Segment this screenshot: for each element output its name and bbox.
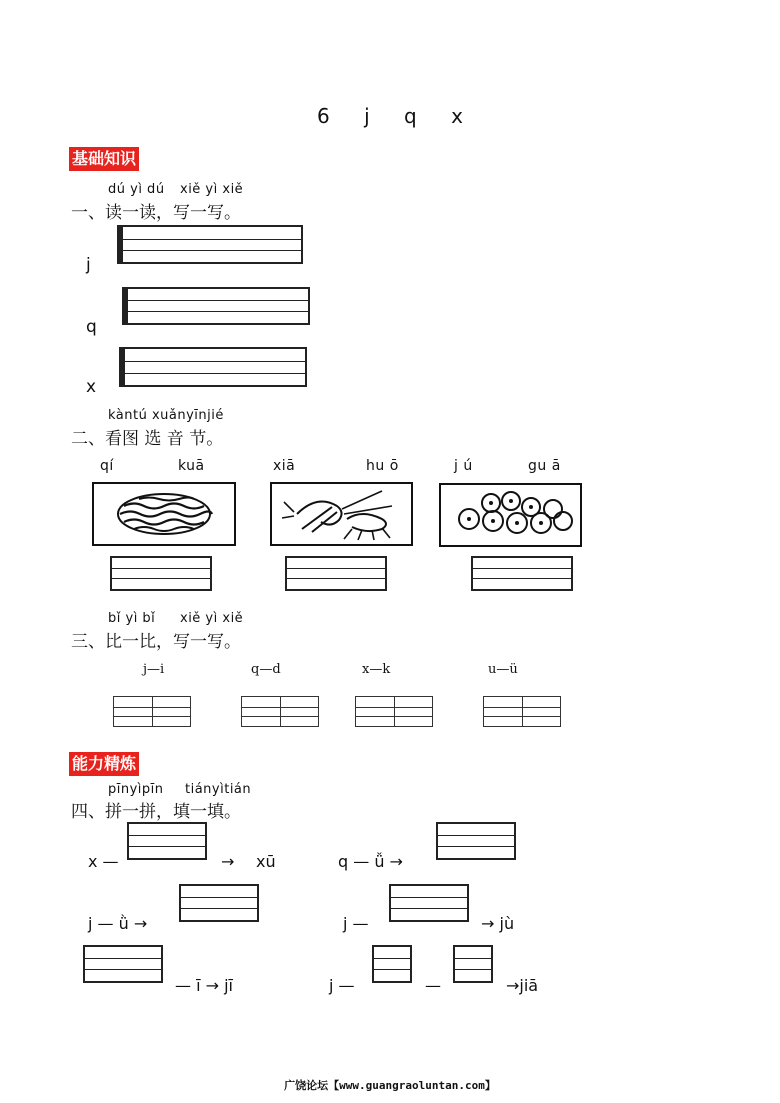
oranges-icon	[441, 485, 580, 545]
s4-r3b-prefix: j —	[329, 976, 355, 995]
s4-pinyin-2: tiányìtián	[185, 782, 252, 797]
s4-r3a-box[interactable]	[83, 945, 163, 983]
s2-heading: 二、看图 选 音 节。	[71, 429, 224, 449]
s4-r1a-arrow: →	[221, 852, 235, 871]
s4-r2a-prefix: j — ǜ →	[88, 914, 148, 933]
s2-option-3b: gu ā	[528, 458, 561, 474]
s3-grid-4[interactable]	[483, 696, 561, 727]
title-letter-j: j	[364, 104, 370, 128]
s2-option-1a: qí	[100, 458, 114, 474]
s4-r2b-prefix: j —	[343, 914, 369, 933]
s4-pinyin-1: pīnyìpīn	[108, 782, 164, 797]
s3-pair-j-i: j—i	[143, 662, 165, 677]
s4-r2b-box[interactable]	[389, 884, 469, 922]
watermelon-icon	[94, 484, 234, 544]
s1-letter-x: x	[86, 377, 97, 397]
s4-r3b-box-1[interactable]	[372, 945, 412, 983]
footer-source: 广饶论坛【www.guangraoluntan.com】	[284, 1079, 496, 1092]
s4-r1a-result: xū	[256, 852, 276, 871]
s4-r3b-result: →jiā	[506, 976, 539, 995]
s2-answer-box-3[interactable]	[471, 556, 573, 591]
s3-pair-q-d: q—d	[251, 662, 281, 677]
s4-r1a-box[interactable]	[127, 822, 207, 860]
s1-writing-box-x[interactable]	[119, 347, 307, 387]
s4-heading: 四、拼一拼，填一填。	[71, 802, 241, 822]
s3-grid-1[interactable]	[113, 696, 191, 727]
s1-pinyin-2: xiě yì xiě	[180, 182, 244, 197]
ability-practice-tag: 能力精炼	[69, 752, 139, 776]
s4-r1b-prefix: q — ǚ →	[338, 852, 403, 871]
s2-pinyin: kàntú xuǎnyīnjié	[108, 408, 224, 423]
oranges-picture	[439, 483, 582, 547]
s4-r2b-result: → jù	[481, 914, 515, 933]
s3-pair-x-k: x—k	[362, 662, 391, 677]
s3-heading: 三、比一比，写一写。	[71, 632, 241, 652]
s4-r2a-box[interactable]	[179, 884, 259, 922]
s4-r1b-box[interactable]	[436, 822, 516, 860]
s1-letter-q: q	[86, 317, 97, 337]
s1-writing-box-q[interactable]	[122, 287, 310, 325]
s1-pinyin-1: dú yì dú	[108, 182, 165, 197]
page-title	[0, 104, 780, 128]
s1-letter-j: j	[86, 255, 91, 275]
shrimp-picture	[270, 482, 413, 546]
s1-writing-box-j[interactable]	[117, 225, 303, 264]
title-letter-q: q	[404, 104, 417, 128]
s4-r3b-dash: —	[425, 976, 441, 995]
s3-grid-3[interactable]	[355, 696, 433, 727]
s4-r3b-box-2[interactable]	[453, 945, 493, 983]
s4-r3a-suffix: — ī → jī	[175, 976, 233, 995]
s3-grid-2[interactable]	[241, 696, 319, 727]
s3-pinyin-2: xiě yì xiě	[180, 611, 244, 626]
shrimp-icon	[272, 484, 411, 544]
s3-pinyin-1: bǐ yì bǐ	[108, 611, 156, 626]
s2-answer-box-1[interactable]	[110, 556, 212, 591]
s2-option-3a: j ú	[454, 458, 473, 474]
watermelon-picture	[92, 482, 236, 546]
basic-knowledge-tag: 基础知识	[69, 147, 139, 171]
s4-r1a-prefix: x —	[88, 852, 119, 871]
lesson-number: 6	[317, 104, 330, 128]
title-letter-x: x	[451, 104, 463, 128]
s2-option-1b: kuā	[178, 458, 205, 474]
s2-option-2b: hu ō	[366, 458, 399, 474]
s2-answer-box-2[interactable]	[285, 556, 387, 591]
s1-heading: 一、读一读，写一写。	[71, 203, 241, 223]
s3-pair-u-u: u—ü	[488, 662, 518, 677]
s2-option-2a: xiā	[273, 458, 296, 474]
